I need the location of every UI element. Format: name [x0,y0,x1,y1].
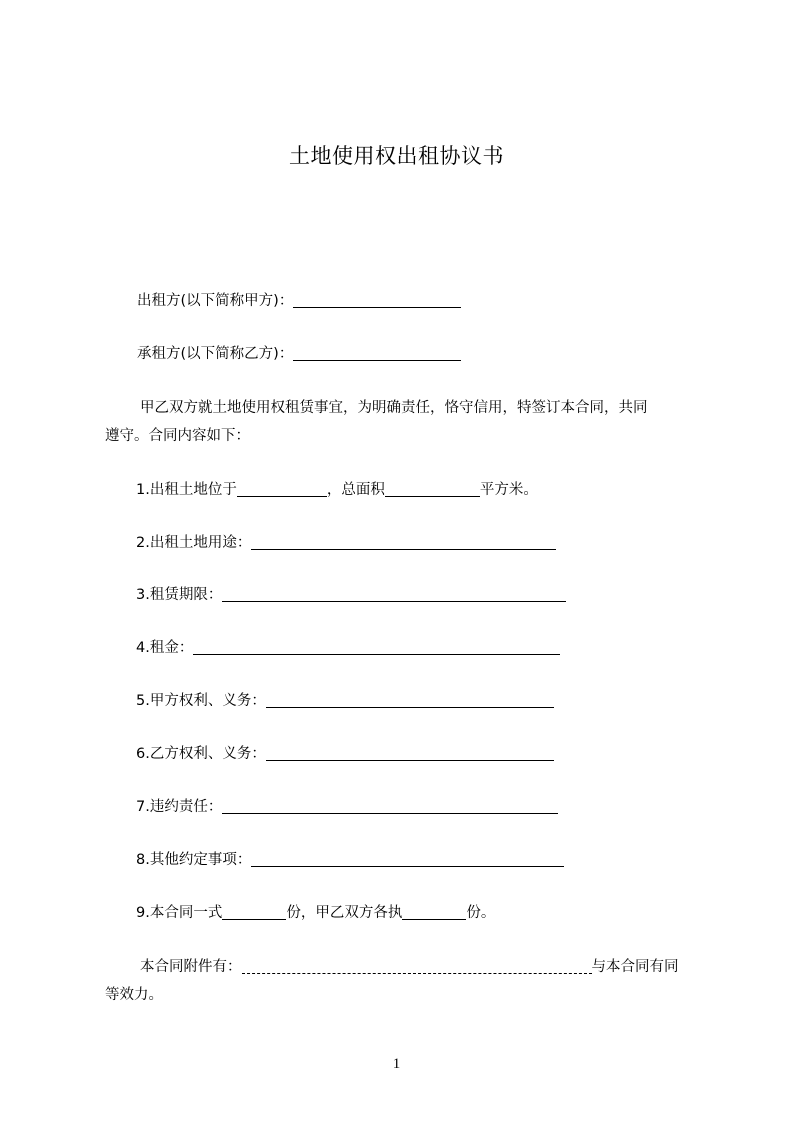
land-use-blank[interactable] [251,532,556,550]
lessor-label: 出租方(以下简称甲方)： [137,293,294,309]
clause-1-prefix: 1.出租土地位于 [136,482,237,498]
location-blank[interactable] [237,479,327,497]
clause-1-suffix: 平方米。 [479,482,538,498]
page-title: 土地使用权出租协议书 [289,144,504,168]
attachment-blank[interactable] [242,956,592,974]
lessee-label: 承租方(以下简称乙方)： [137,346,294,362]
clause-9-suffix: 份。 [466,905,496,921]
attachment-prefix: 本合同附件有： [140,959,242,975]
clause-3-label: 3.租赁期限： [136,587,223,603]
clause-8 [105,846,736,874]
clause-6-label: 6.乙方权利、义务： [136,746,266,762]
clause-7-label: 7.违约责任： [136,799,223,815]
clause-1-middle: ，总面积 [326,482,385,498]
lessor-line [105,287,737,315]
clause-9-prefix: 9.本合同一式 [136,905,223,921]
lease-term-blank[interactable] [222,584,566,602]
clause-2 [105,529,736,557]
attachment-suffix: 与本合同有同 [591,959,679,975]
clause-4-label: 4.租金： [136,640,194,656]
attachment-paragraph [105,953,705,1009]
copies-blank[interactable] [222,902,286,920]
copies-each-blank[interactable] [402,902,466,920]
area-blank[interactable] [385,479,480,497]
other-matters-blank[interactable] [251,849,564,867]
clause-4 [105,634,736,662]
clause-5-label: 5.甲方权利、义务： [136,693,266,709]
clause-9 [105,899,736,927]
lessor-blank[interactable] [293,290,461,308]
clause-1 [105,476,736,504]
clause-7 [105,793,736,821]
party-b-duties-blank[interactable] [266,743,554,761]
clause-6 [105,740,736,768]
attachment-line-2: 等效力。 [105,987,163,1003]
clause-8-label: 8.其他约定事项： [136,852,252,868]
page-number: 1 [392,1056,401,1072]
clause-5 [105,687,736,715]
intro-line-2: 遵守。合同内容如下： [105,428,250,444]
clause-3 [105,581,736,609]
clause-9-middle: 份，甲乙双方各执 [286,905,403,921]
liability-blank[interactable] [222,796,558,814]
attachment-line-1 [105,953,705,981]
intro-paragraph [105,394,705,450]
party-a-duties-blank[interactable] [266,690,554,708]
lessee-blank[interactable] [293,343,461,361]
intro-line-1: 甲乙双方就土地使用权租赁事宜，为明确责任，恪守信用，特签订本合同，共同 [140,400,648,416]
rent-blank[interactable] [193,637,560,655]
clause-2-label: 2.出租土地用途： [136,535,252,551]
lessee-line [105,340,737,368]
